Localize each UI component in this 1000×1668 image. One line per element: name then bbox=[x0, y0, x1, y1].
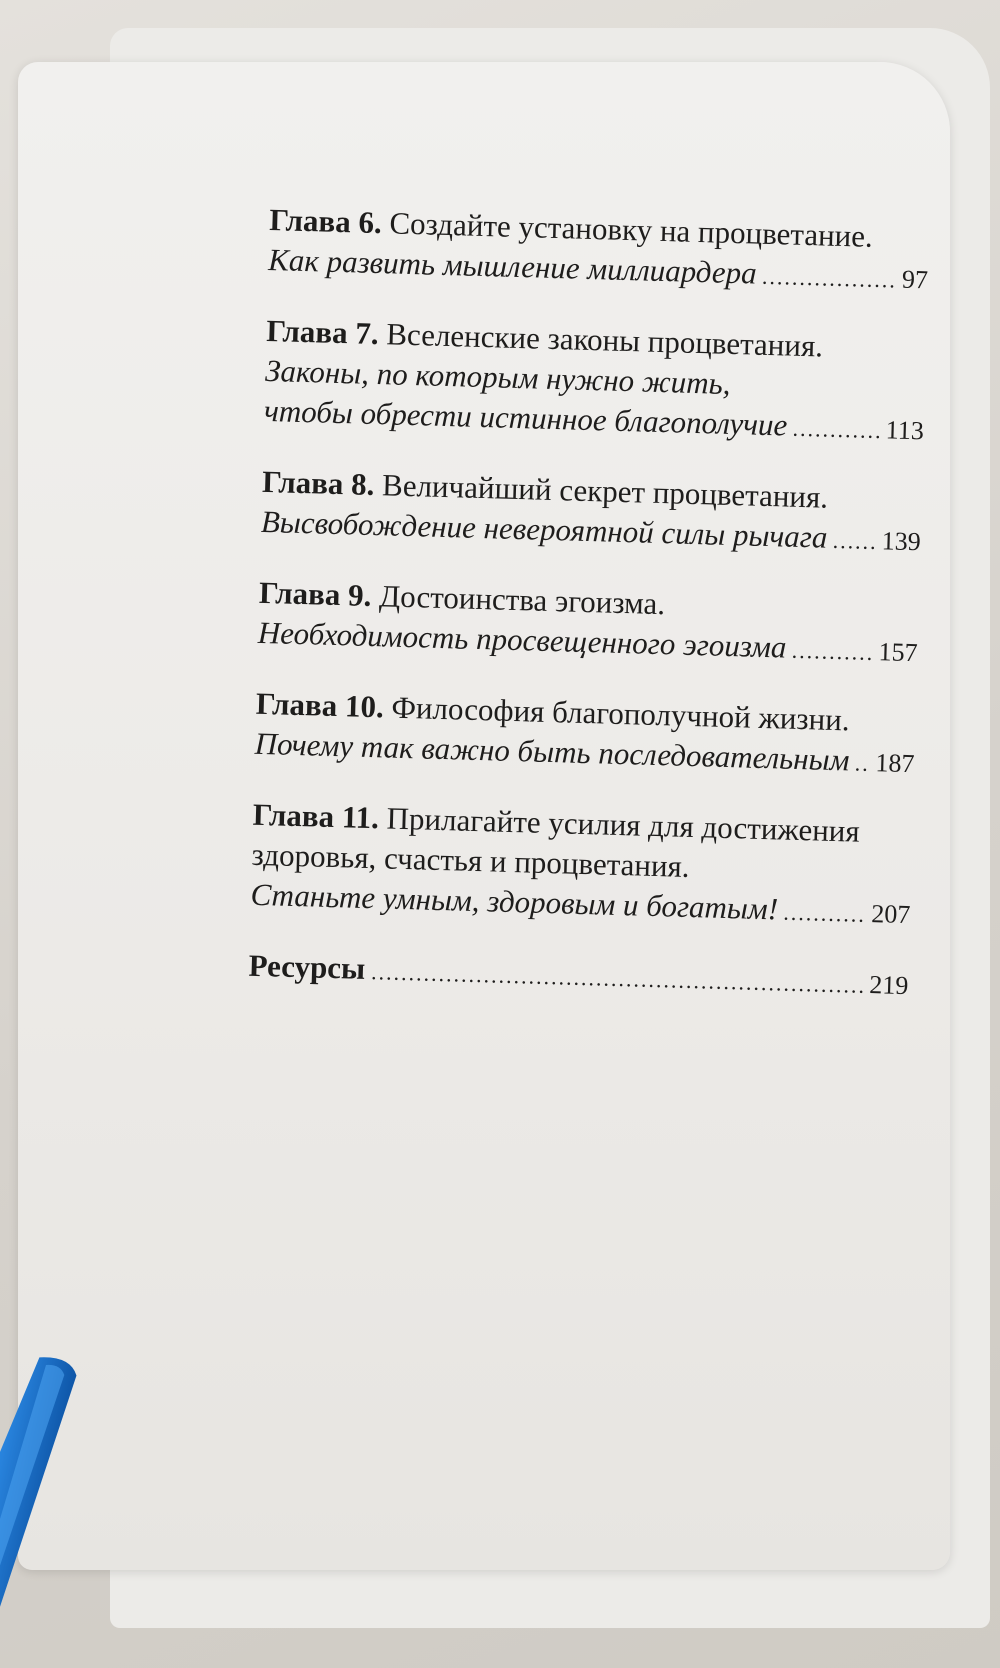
page-number: 139 bbox=[881, 526, 922, 557]
chapter-subtitle: Необходимость просвещенного эгоизма bbox=[257, 614, 787, 665]
dot-leader bbox=[783, 893, 865, 935]
page-number: 187 bbox=[875, 748, 915, 779]
chapter-subtitle: Высвобождение невероятной силы рычага bbox=[260, 503, 828, 555]
page-number: 97 bbox=[901, 264, 929, 295]
dot-leader bbox=[793, 409, 881, 451]
chapter-title: Достоинства эгоизма. bbox=[378, 578, 666, 622]
chapter-title: Прилагайте усилия для достижения bbox=[386, 800, 861, 849]
page-number: 113 bbox=[885, 415, 925, 446]
dot-leader bbox=[371, 952, 864, 1006]
chapter-label: Глава 8. bbox=[261, 463, 375, 503]
chapter-title: Создайте установку на процветание. bbox=[389, 205, 874, 254]
chapter-subtitle: Станьте умным, здоровым и богатым! bbox=[250, 876, 779, 927]
chapter-subtitle: Почему так важно быть последовательным bbox=[254, 725, 850, 778]
dot-leader bbox=[833, 521, 877, 562]
chapter-title-continued: здоровья, счастья и процветания. bbox=[251, 836, 691, 884]
chapter-title: Философия благополучной жизни. bbox=[391, 689, 851, 738]
table-of-contents bbox=[247, 200, 930, 1035]
chapter-subtitle: Как развить мышление миллиардера bbox=[267, 241, 758, 291]
dot-leader bbox=[792, 631, 873, 673]
toc-entry-chapter-11[interactable] bbox=[250, 795, 913, 936]
resources-line bbox=[248, 946, 909, 1007]
chapter-subtitle: чтобы обрести истинное благополучие bbox=[263, 392, 788, 443]
chapter-subtitle: Законы, по которым нужно жить, bbox=[264, 352, 731, 401]
chapter-label: Глава 9. bbox=[258, 574, 372, 613]
page-number: 207 bbox=[870, 899, 911, 930]
toc-entry-chapter-10[interactable] bbox=[254, 684, 916, 785]
toc-entry-resources[interactable] bbox=[248, 946, 909, 1007]
chapter-title: Вселенские законы процветания. bbox=[385, 316, 824, 364]
chapter-title: Величайший секрет процветания. bbox=[381, 467, 829, 515]
dot-leader bbox=[855, 744, 870, 784]
chapter-label: Глава 6. bbox=[268, 201, 383, 241]
chapter-label: Глава 11. bbox=[252, 796, 380, 836]
toc-entry-chapter-7[interactable] bbox=[263, 311, 926, 452]
resources-label: Ресурсы bbox=[248, 947, 366, 986]
chapter-label: Глава 10. bbox=[255, 685, 385, 725]
toc-entry-chapter-6[interactable] bbox=[268, 200, 930, 301]
page-number: 219 bbox=[868, 970, 909, 1001]
toc-entry-chapter-9[interactable] bbox=[257, 573, 919, 674]
chapter-label: Глава 7. bbox=[265, 312, 380, 352]
dot-leader bbox=[762, 257, 897, 301]
toc-entry-chapter-8[interactable] bbox=[260, 462, 922, 563]
page-number: 157 bbox=[878, 637, 919, 668]
